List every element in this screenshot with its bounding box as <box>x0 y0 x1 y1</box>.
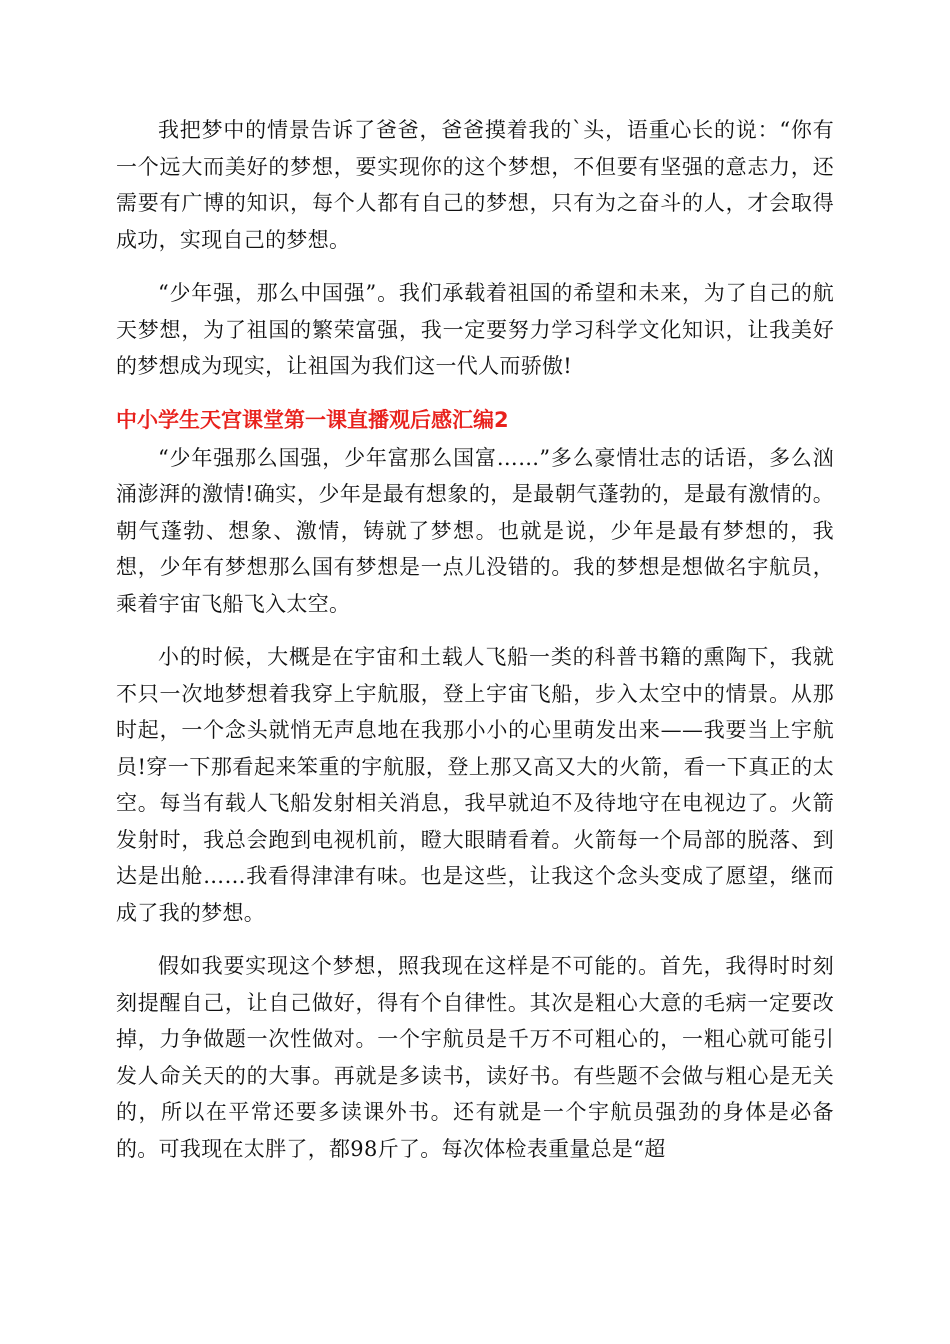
section-heading: 中小学生天宫课堂第一课直播观后感汇编2 <box>116 407 509 432</box>
paragraph-youth-strong: “少年强，那么中国强”。我们承载着祖国的希望和未来，为了自己的航天梦想，为了祖国的繁荣富强，我一定要努力学习科学文化知识，让我美好的梦想成为现实，让祖国为我们这一代人而骄傲! <box>116 281 834 378</box>
paragraph-childhood: 小的时候，大概是在宇宙和土载人飞船一类的科普书籍的熏陶下，我就不只一次地梦想着我穿上宇航服，登上宇宙飞船，步入太空中的情景。从那时起，一个念头就悄无声息地在我那小小的心里萌发出来——我要当上宇航员!穿一下那看起来笨重的宇航服，登上那又高又大的火箭，看一下真正的太空。每当有载人飞船发射相关消息，我早就迫不及待地守在电视边了。火箭发射时，我总会跑到电视机前，瞪大眼睛看着。火箭每一个局部的脱落、到达是出舱……我看得津津有味。也是这些，让我这个念头变成了愿望，继而成了我的梦想。 <box>116 645 834 925</box>
paragraph-father-advice: 我把梦中的情景告诉了爸爸，爸爸摸着我的`头，语重心长的说：“你有一个远大而美好的梦想，要实现你的这个梦想，不但要有坚强的意志力，还需要有广博的知识，每个人都有自己的梦想，只有为之奋斗的人，才会取得成功，实现自己的梦想。 <box>116 118 834 252</box>
paragraph-plan: 假如我要实现这个梦想，照我现在这样是不可能的。首先，我得时时刻刻提醒自己，让自己做好，得有个自律性。其次是粗心大意的毛病一定要改掉，力争做题一次性做对。一个宇航员是千万不可粗心的，一粗心就可能引发人命关天的的大事。再就是多读书，读好书。有些题不会做与粗心是无关的，所以在平常还要多读课外书。还有就是一个宇航员强劲的身体是必备的。可我现在太胖了，都98斤了。每次体检表重量总是“超 <box>116 954 834 1161</box>
paragraph-astronaut-dream: “少年强那么国强，少年富那么国富……”多么豪情壮志的话语，多么汹涌澎湃的激情!确实，少年是最有想象的，是最朝气蓬勃的，是最有激情的。朝气蓬勃、想象、激情，铸就了梦想。也就是说，少年是最有梦想的，我想，少年有梦想那么国有梦想是一点儿没错的。我的梦想是想做名宇航员，乘着宇宙飞船飞入太空。 <box>116 445 834 616</box>
document-body <box>116 112 834 1184</box>
